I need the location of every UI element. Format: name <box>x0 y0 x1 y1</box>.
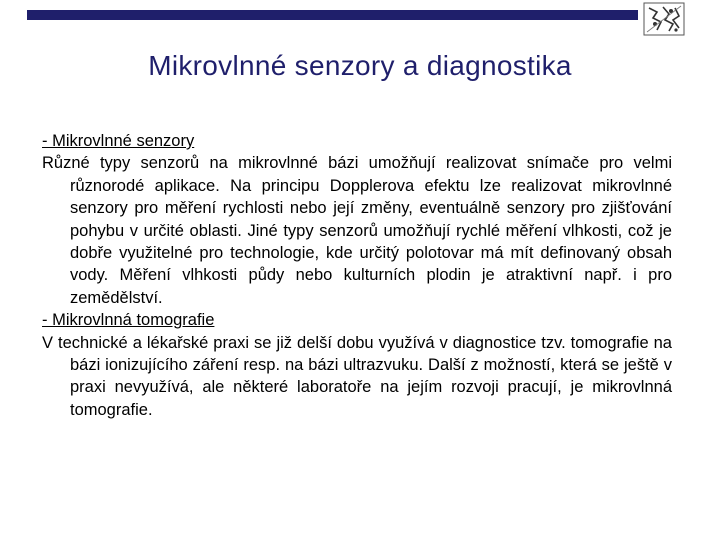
slide-title: Mikrovlnné senzory a diagnostika <box>148 50 572 81</box>
section-text-senzory: Různé typy senzorů na mikrovlnné bázi umožňují realizovat snímače pro velmi různorodé aplikace. Na principu Dopplerova efektu lze realizovat mikrovlnné senzory pro měření rychlosti nebo její změny, eventuálně senzory pro zjišťování pohybu v určité oblasti. Jiné typy senzorů umožňují rychlé měření vlhkosti, což je dobře využitelné pro technologie, kde určitý polotovar má mít definovaný obsah vody. Měření vlhkosti půdy nebo kulturních plodin je atraktivní např. i pro zemědělství. <box>42 154 672 307</box>
institution-logo <box>643 2 685 36</box>
top-accent-bar <box>27 10 638 20</box>
section-heading-senzory: - Mikrovlnné senzory <box>42 132 195 150</box>
slide-content <box>42 130 672 421</box>
section-text-tomografie: V technické a lékařské praxi se již delší dobu využívá v diagnostice tzv. tomografie na bázi ionizujícího záření resp. na bázi ultrazvuku. Další z možností, která se ještě v praxi nevyužívá, ale některé laboratoře na jejím rozvoji pracují, je mikrovlnná tomografie. <box>42 333 672 419</box>
section-heading-tomografie: - Mikrovlnná tomografie <box>42 311 215 330</box>
